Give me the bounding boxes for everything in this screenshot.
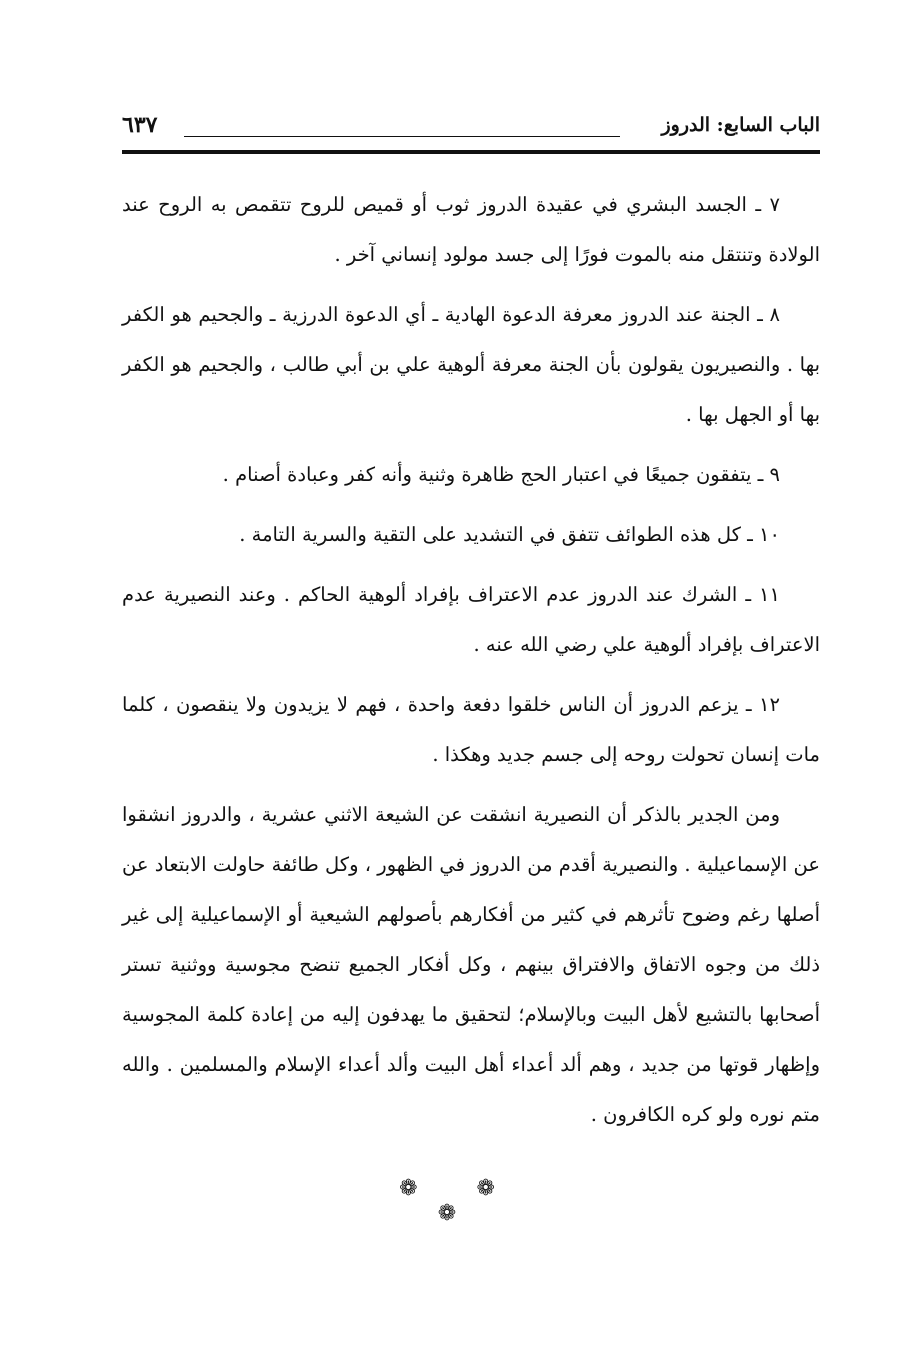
paragraph-12: ١٢ ـ يزعم الدروز أن الناس خلقوا دفعة واحدة ، فهم لا يزيدون ولا ينقصون ، كلما مات إنسان تحولت روحه إلى جسم جديد وهكذا .: [122, 693, 820, 766]
paragraph-7: ٧ ـ الجسد البشري في عقيدة الدروز ثوب أو قميص للروح تتقمص به الروح عند الولادة وتنتقل منه بالموت فورًا إلى جسد مولود إنساني آخر .: [122, 193, 820, 266]
page-header: [122, 112, 820, 146]
paragraph-9: ٩ ـ يتفقون جميعًا في اعتبار الحج ظاهرة وثنية وأنه كفر وعبادة أصنام .: [222, 463, 780, 486]
paragraph-8: ٨ ـ الجنة عند الدروز معرفة الدعوة الهادية ـ أي الدعوة الدرزية ـ والجحيم هو الكفر بها . والنصيريون يقولون بأن الجنة معرفة ألوهية علي بن أبي طالب ، والجحيم هو الكفر بها أو الجهل بها .: [122, 303, 820, 426]
header-divider-line: [184, 136, 620, 137]
chapter-title: الباب السابع: الدروز: [661, 114, 820, 136]
body-text: [122, 180, 820, 1150]
paragraph-10: ١٠ ـ كل هذه الطوائف تتفق في التشديد على التقية والسرية التامة .: [239, 523, 780, 546]
header-rule: [122, 150, 820, 154]
paragraph-11: ١١ ـ الشرك عند الدروز عدم الاعتراف بإفراد ألوهية الحاكم . وعند النصيرية عدم الاعتراف بإفراد ألوهية علي رضي الله عنه .: [122, 583, 820, 656]
paragraph-conclusion: ومن الجدير بالذكر أن النصيرية انشقت عن الشيعة الاثني عشرية ، والدروز انشقوا عن الإسماعيلية . والنصيرية أقدم من الدروز في الظهور ، وكل طائفة حاولت الابتعاد عن أصلها رغم وضوح تأثرهم في كثير من أفكارهم بأصولهم الشيعية أو الإسماعيلية إلى غير ذلك من وجوه الاتفاق والافتراق بينهم ، وكل أفكار الجميع تنضح مجوسية ووثنية تستر أصحابها بالتشيع لأهل البيت وبالإسلام؛ لتحقيق ما يهدفون إليه من إعادة كلمة المجوسية وإظهار قوتها من جديد ، وهم ألد أعداء أهل البيت وألد أعداء الإسلام والمسلمين . والله متم نوره ولو كره الكافرون .: [122, 803, 821, 1126]
section-end-ornament: ❁ ❁ ❁: [399, 1176, 521, 1226]
page-number: ٦٣٧: [122, 112, 158, 138]
